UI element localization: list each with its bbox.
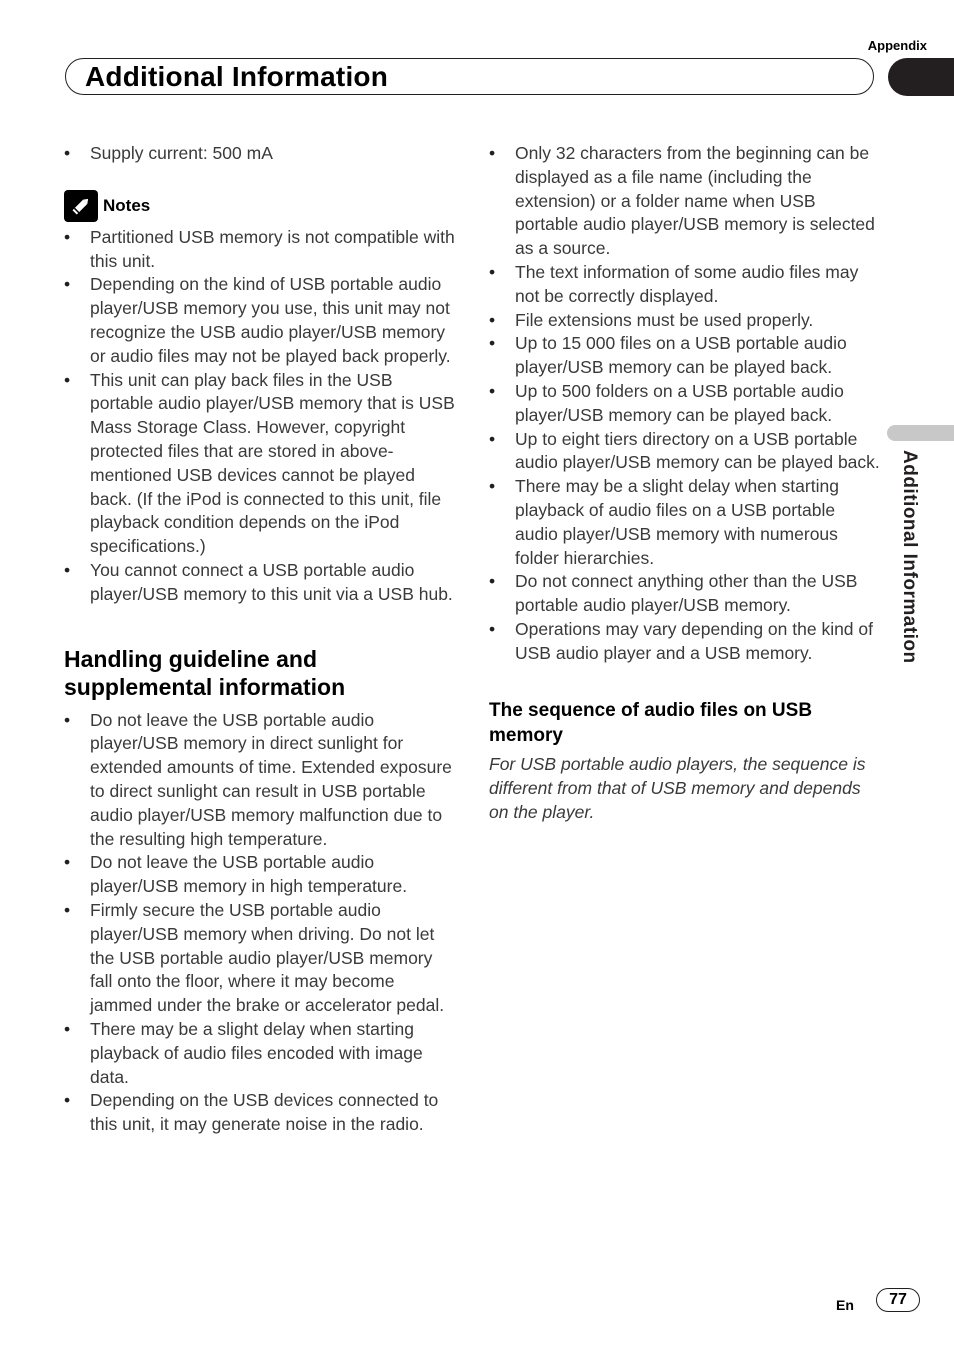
header-tab-marker bbox=[888, 58, 954, 96]
side-tab-label: Additional Information bbox=[899, 450, 920, 664]
list-item: • Up to 500 folders on a USB portable audio player/USB memory can be played back. bbox=[489, 380, 881, 428]
section-title: Handling guideline and supplemental information bbox=[64, 645, 346, 700]
list-item: • The text information of some audio files may not be correctly displayed. bbox=[489, 261, 881, 309]
left-column bbox=[64, 142, 456, 1137]
language-label: En bbox=[836, 1297, 854, 1313]
list-item: • Depending on the USB devices connected to this unit, it may generate noise in the radio. bbox=[64, 1089, 456, 1137]
page-number: 77 bbox=[876, 1288, 920, 1312]
list-item: • Only 32 characters from the beginning can be displayed as a file name (including the extension) or a folder name when USB portable audio player/USB memory is selected as a source. bbox=[489, 142, 881, 261]
list-item: • Supply current: 500 mA bbox=[64, 142, 456, 166]
info-list bbox=[489, 142, 881, 666]
notes-list bbox=[64, 226, 456, 607]
list-item: • There may be a slight delay when starting playback of audio files encoded with image data. bbox=[64, 1018, 456, 1089]
list-item: • There may be a slight delay when starting playback of audio files on a USB portable audio player/USB memory with numerous folder hierarchies. bbox=[489, 475, 881, 570]
spec-list bbox=[64, 142, 456, 166]
notes-header bbox=[64, 190, 456, 222]
list-item: • Up to eight tiers directory on a USB portable audio player/USB memory can be played back. bbox=[489, 428, 881, 476]
list-item: • You cannot connect a USB portable audio player/USB memory to this unit via a USB hub. bbox=[64, 559, 456, 607]
list-item: • This unit can play back files in the USB portable audio player/USB memory that is USB Mass Storage Class. However, copyright protected files that are stored in above-mentioned USB devices cannot be played back. (If the iPod is connected to this unit, file playback condition depends on the iPod specifications.) bbox=[64, 369, 456, 559]
list-item: • Operations may vary depending on the kind of USB audio player and a USB memory. bbox=[489, 618, 881, 666]
handling-list bbox=[64, 709, 456, 1137]
right-column bbox=[489, 142, 881, 824]
list-item: • Do not connect anything other than the USB portable audio player/USB memory. bbox=[489, 570, 881, 618]
list-item: • File extensions must be used properly. bbox=[489, 309, 881, 333]
subsection-title: The sequence of audio files on USB memory bbox=[489, 699, 813, 746]
list-item: • Up to 15 000 files on a USB portable audio player/USB memory can be played back. bbox=[489, 332, 881, 380]
page-header bbox=[65, 58, 874, 95]
pencil-icon bbox=[64, 190, 98, 222]
list-item: • Do not leave the USB portable audio player/USB memory in direct sunlight for extended amounts of time. Extended exposure to direct sunlight can result in USB portable audio player/USB memory malfunction due to the resulting high temperature. bbox=[64, 709, 456, 852]
subsection-paragraph: For USB portable audio players, the sequence is different from that of USB memory and depends on the player. bbox=[489, 753, 866, 822]
side-tab-marker bbox=[887, 425, 954, 441]
appendix-label: Appendix bbox=[867, 38, 927, 53]
notes-label: Notes bbox=[103, 195, 151, 215]
list-item: • Do not leave the USB portable audio player/USB memory in high temperature. bbox=[64, 851, 456, 899]
list-item: • Depending on the kind of USB portable audio player/USB memory you use, this unit may not recognize the USB audio player/USB memory or audio files may not be played back properly. bbox=[64, 273, 456, 368]
list-item: • Partitioned USB memory is not compatible with this unit. bbox=[64, 226, 456, 274]
page-title: Additional Information bbox=[85, 61, 389, 92]
list-item: • Firmly secure the USB portable audio player/USB memory when driving. Do not let the USB portable audio player/USB memory fall onto the floor, where it may become jammed under the brake or accelerator pedal. bbox=[64, 899, 456, 1018]
